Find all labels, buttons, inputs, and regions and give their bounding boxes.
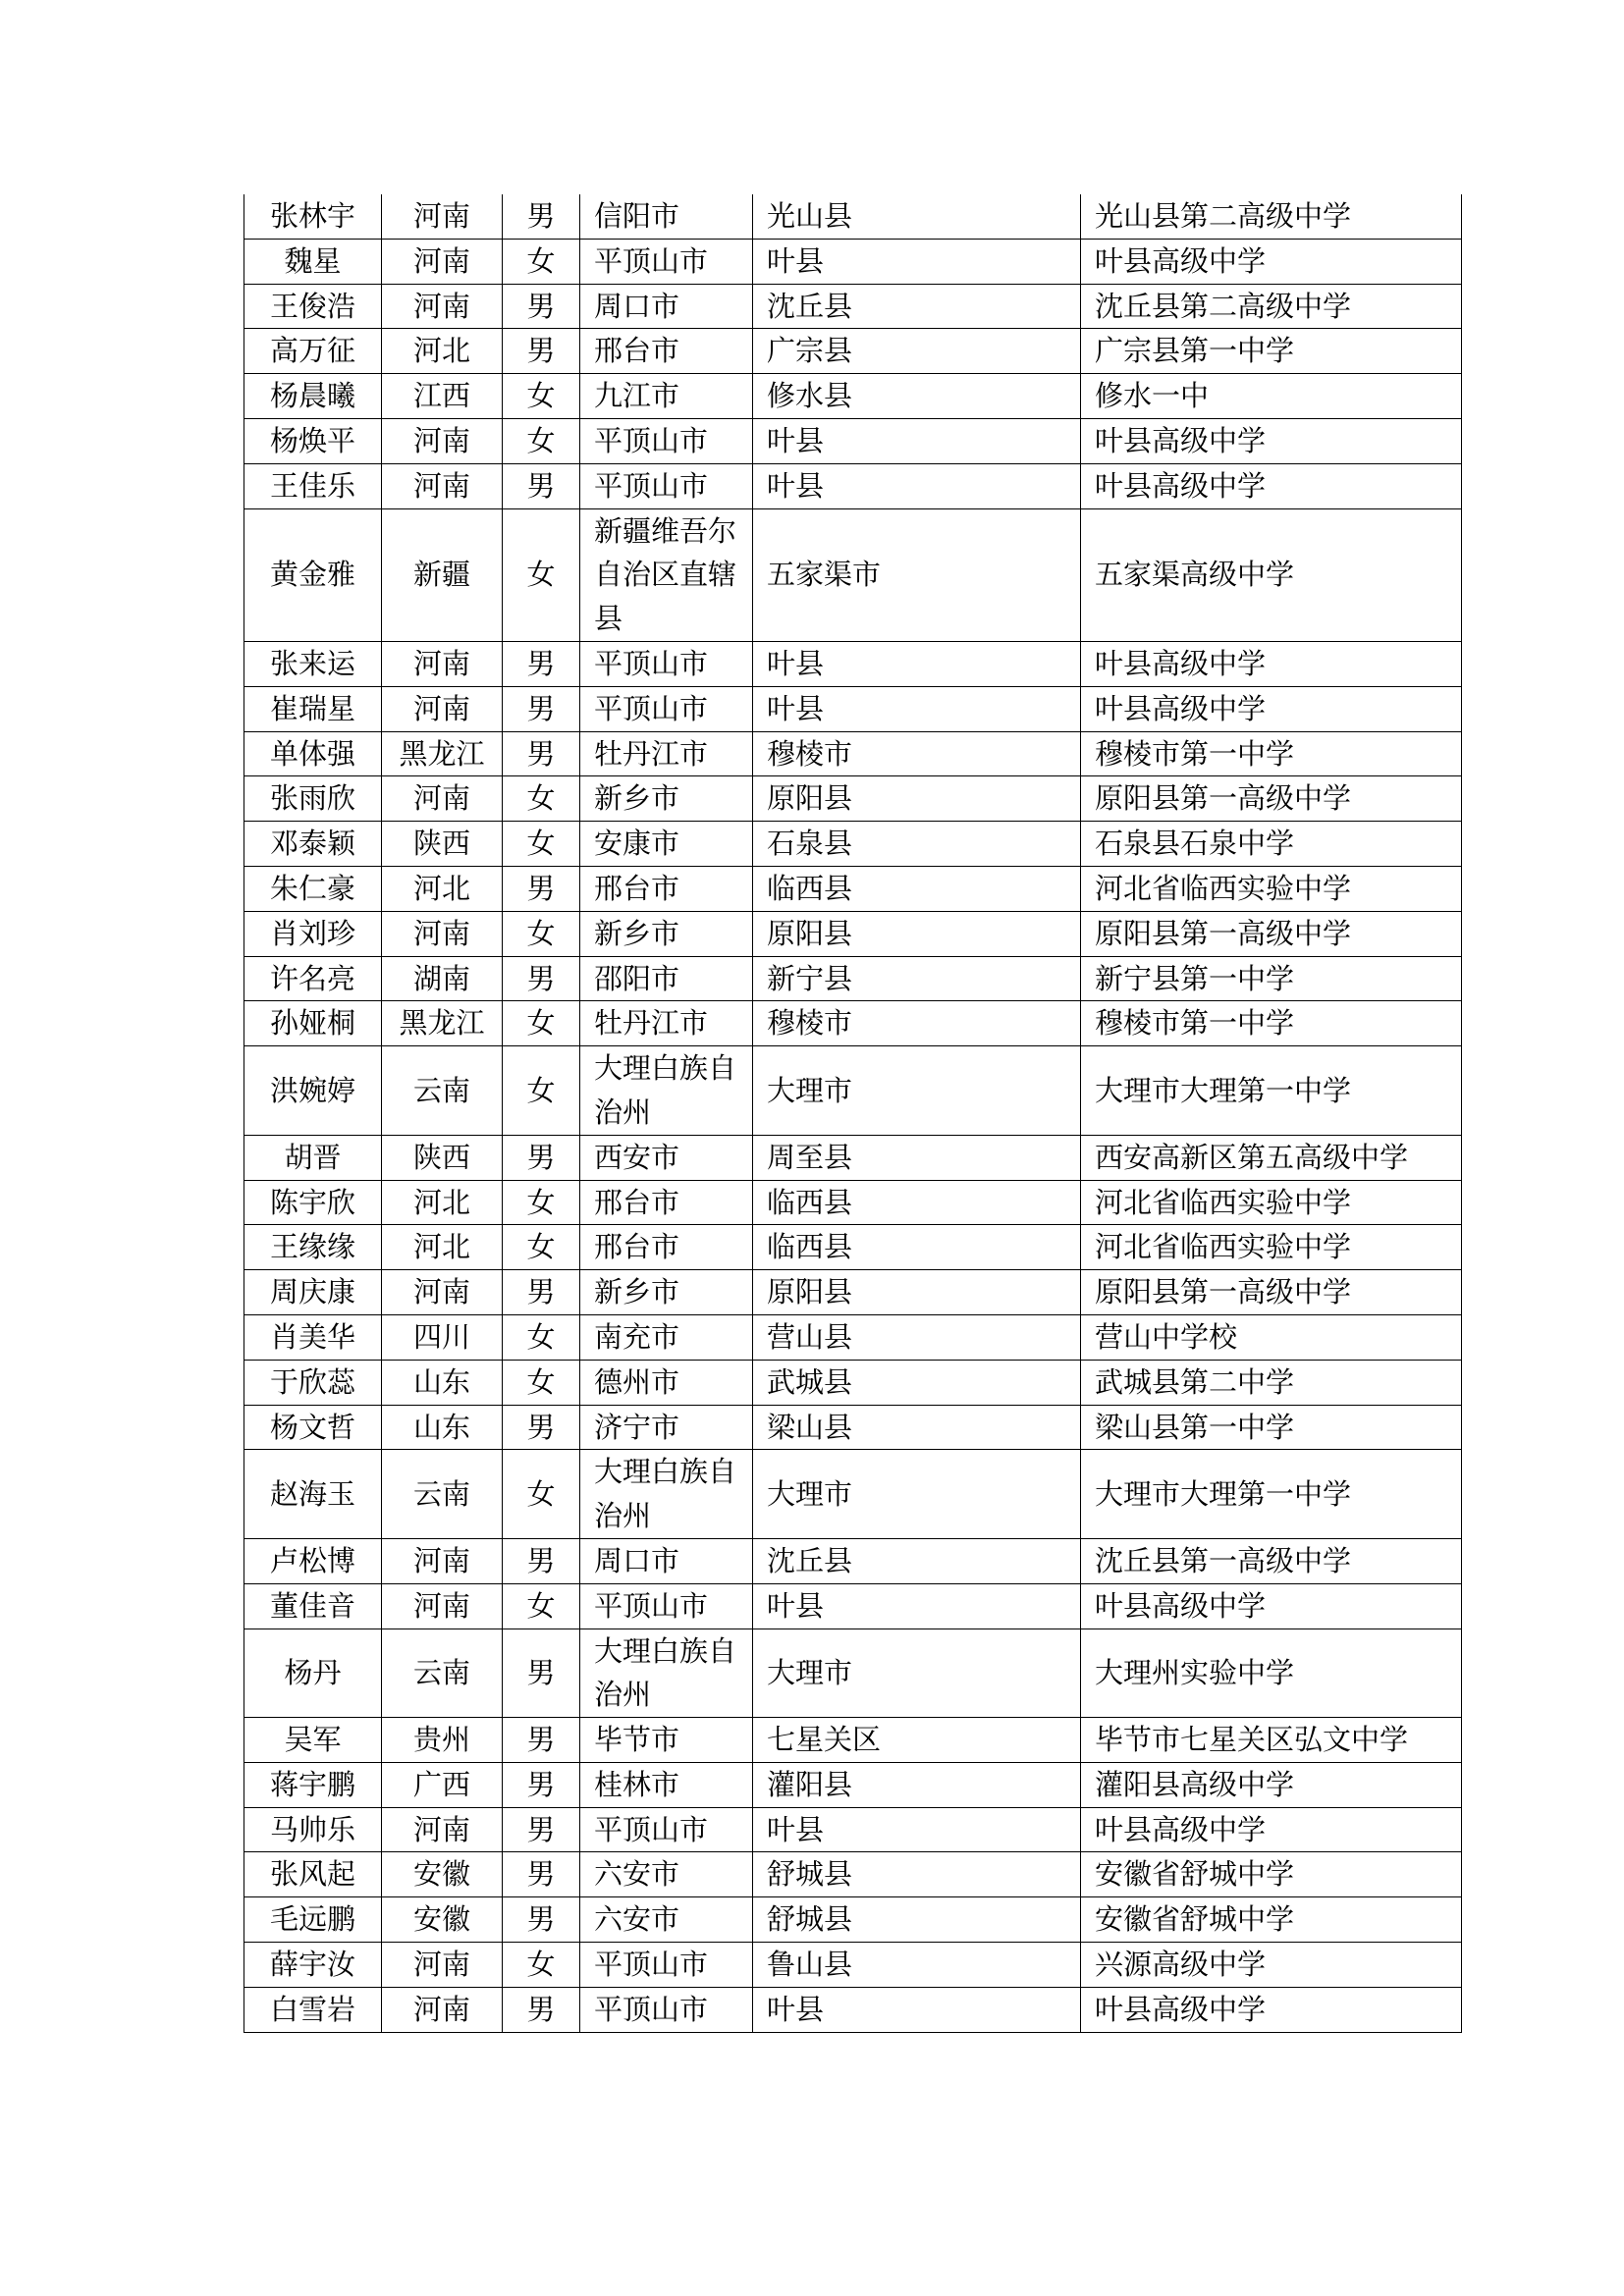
province-cell: 河南 [382, 911, 503, 956]
gender-cell: 男 [503, 1629, 580, 1718]
city-cell: 毕节市 [580, 1718, 753, 1763]
gender-cell: 男 [503, 1270, 580, 1315]
table-row [244, 911, 1462, 956]
name-cell: 朱仁豪 [244, 866, 382, 911]
name-cell: 胡晋 [244, 1135, 382, 1180]
name-cell: 张雨欣 [244, 776, 382, 822]
county-cell: 原阳县 [753, 911, 1081, 956]
gender-cell: 女 [503, 1046, 580, 1136]
gender-cell: 男 [503, 686, 580, 731]
county-cell: 梁山县 [753, 1405, 1081, 1450]
city-cell: 德州市 [580, 1360, 753, 1405]
school-cell: 安徽省舒城中学 [1081, 1897, 1462, 1943]
gender-cell: 男 [503, 1135, 580, 1180]
school-cell: 沈丘县第一高级中学 [1081, 1538, 1462, 1583]
table-row [244, 686, 1462, 731]
city-cell: 西安市 [580, 1135, 753, 1180]
table-row [244, 1180, 1462, 1225]
table-row [244, 1897, 1462, 1943]
province-cell: 河南 [382, 1943, 503, 1988]
table-row [244, 1538, 1462, 1583]
city-cell: 信阳市 [580, 194, 753, 239]
city-cell: 邢台市 [580, 329, 753, 374]
province-cell: 河南 [382, 1538, 503, 1583]
name-cell: 杨晨曦 [244, 374, 382, 419]
name-cell: 肖刘珍 [244, 911, 382, 956]
name-cell: 薛宇汝 [244, 1943, 382, 1988]
table-row [244, 956, 1462, 1001]
county-cell: 七星关区 [753, 1718, 1081, 1763]
province-cell: 黑龙江 [382, 731, 503, 776]
name-cell: 黄金雅 [244, 508, 382, 641]
county-cell: 叶县 [753, 239, 1081, 284]
city-cell: 邢台市 [580, 1180, 753, 1225]
table-row [244, 1852, 1462, 1897]
gender-cell: 女 [503, 508, 580, 641]
province-cell: 贵州 [382, 1718, 503, 1763]
city-cell: 桂林市 [580, 1762, 753, 1807]
province-cell: 河南 [382, 686, 503, 731]
name-cell: 邓泰颖 [244, 822, 382, 867]
city-cell: 南充市 [580, 1314, 753, 1360]
gender-cell: 男 [503, 1538, 580, 1583]
city-cell: 大理白族自治州 [580, 1450, 753, 1539]
county-cell: 五家渠市 [753, 508, 1081, 641]
province-cell: 河南 [382, 463, 503, 508]
gender-cell: 男 [503, 194, 580, 239]
name-cell: 马帅乐 [244, 1807, 382, 1852]
gender-cell: 女 [503, 1225, 580, 1270]
county-cell: 光山县 [753, 194, 1081, 239]
province-cell: 河南 [382, 641, 503, 686]
county-cell: 大理市 [753, 1046, 1081, 1136]
table-row [244, 1314, 1462, 1360]
province-cell: 安徽 [382, 1897, 503, 1943]
name-cell: 杨焕平 [244, 418, 382, 463]
city-cell: 平顶山市 [580, 239, 753, 284]
city-cell: 平顶山市 [580, 1943, 753, 1988]
city-cell: 安康市 [580, 822, 753, 867]
gender-cell: 男 [503, 284, 580, 329]
gender-cell: 女 [503, 776, 580, 822]
name-cell: 蒋宇鹏 [244, 1762, 382, 1807]
gender-cell: 男 [503, 1405, 580, 1450]
county-cell: 叶县 [753, 686, 1081, 731]
province-cell: 云南 [382, 1450, 503, 1539]
name-cell: 卢松博 [244, 1538, 382, 1583]
gender-cell: 男 [503, 866, 580, 911]
school-cell: 广宗县第一中学 [1081, 329, 1462, 374]
name-cell: 于欣蕊 [244, 1360, 382, 1405]
city-cell: 九江市 [580, 374, 753, 419]
school-cell: 叶县高级中学 [1081, 418, 1462, 463]
county-cell: 叶县 [753, 641, 1081, 686]
school-cell: 梁山县第一中学 [1081, 1405, 1462, 1450]
county-cell: 临西县 [753, 1225, 1081, 1270]
table-row [244, 1360, 1462, 1405]
gender-cell: 男 [503, 1897, 580, 1943]
name-cell: 魏星 [244, 239, 382, 284]
city-cell: 邢台市 [580, 1225, 753, 1270]
gender-cell: 男 [503, 1762, 580, 1807]
county-cell: 武城县 [753, 1360, 1081, 1405]
school-cell: 毕节市七星关区弘文中学 [1081, 1718, 1462, 1763]
name-cell: 洪婉婷 [244, 1046, 382, 1136]
table-row [244, 329, 1462, 374]
name-cell: 王佳乐 [244, 463, 382, 508]
table-row [244, 1001, 1462, 1046]
city-cell: 平顶山市 [580, 1583, 753, 1629]
student-table [244, 194, 1462, 2033]
gender-cell: 女 [503, 239, 580, 284]
table-row [244, 1629, 1462, 1718]
county-cell: 修水县 [753, 374, 1081, 419]
city-cell: 新乡市 [580, 911, 753, 956]
province-cell: 河南 [382, 1270, 503, 1315]
province-cell: 河南 [382, 776, 503, 822]
table-row [244, 1762, 1462, 1807]
school-cell: 叶县高级中学 [1081, 1987, 1462, 2032]
county-cell: 叶县 [753, 1583, 1081, 1629]
city-cell: 新乡市 [580, 776, 753, 822]
province-cell: 河南 [382, 194, 503, 239]
county-cell: 叶县 [753, 418, 1081, 463]
province-cell: 江西 [382, 374, 503, 419]
name-cell: 吴军 [244, 1718, 382, 1763]
county-cell: 沈丘县 [753, 284, 1081, 329]
province-cell: 河北 [382, 866, 503, 911]
gender-cell: 女 [503, 374, 580, 419]
gender-cell: 女 [503, 1001, 580, 1046]
school-cell: 大理市大理第一中学 [1081, 1450, 1462, 1539]
province-cell: 河北 [382, 329, 503, 374]
table-row [244, 1135, 1462, 1180]
name-cell: 崔瑞星 [244, 686, 382, 731]
school-cell: 叶县高级中学 [1081, 1807, 1462, 1852]
gender-cell: 男 [503, 463, 580, 508]
county-cell: 原阳县 [753, 1270, 1081, 1315]
city-cell: 大理白族自治州 [580, 1629, 753, 1718]
gender-cell: 女 [503, 1450, 580, 1539]
city-cell: 济宁市 [580, 1405, 753, 1450]
table-row [244, 463, 1462, 508]
school-cell: 原阳县第一高级中学 [1081, 776, 1462, 822]
name-cell: 张林宇 [244, 194, 382, 239]
city-cell: 平顶山市 [580, 686, 753, 731]
province-cell: 山东 [382, 1405, 503, 1450]
gender-cell: 男 [503, 329, 580, 374]
school-cell: 石泉县石泉中学 [1081, 822, 1462, 867]
table-row [244, 1225, 1462, 1270]
school-cell: 穆棱市第一中学 [1081, 731, 1462, 776]
name-cell: 张来运 [244, 641, 382, 686]
city-cell: 邵阳市 [580, 956, 753, 1001]
gender-cell: 女 [503, 1180, 580, 1225]
table-row [244, 194, 1462, 239]
province-cell: 广西 [382, 1762, 503, 1807]
gender-cell: 男 [503, 1987, 580, 2032]
school-cell: 修水一中 [1081, 374, 1462, 419]
school-cell: 沈丘县第二高级中学 [1081, 284, 1462, 329]
county-cell: 广宗县 [753, 329, 1081, 374]
city-cell: 周口市 [580, 284, 753, 329]
name-cell: 高万征 [244, 329, 382, 374]
table-row [244, 1718, 1462, 1763]
county-cell: 叶县 [753, 463, 1081, 508]
province-cell: 湖南 [382, 956, 503, 1001]
city-cell: 邢台市 [580, 866, 753, 911]
province-cell: 黑龙江 [382, 1001, 503, 1046]
county-cell: 灌阳县 [753, 1762, 1081, 1807]
city-cell: 平顶山市 [580, 418, 753, 463]
province-cell: 云南 [382, 1046, 503, 1136]
province-cell: 河南 [382, 1987, 503, 2032]
name-cell: 杨文哲 [244, 1405, 382, 1450]
county-cell: 临西县 [753, 1180, 1081, 1225]
school-cell: 叶县高级中学 [1081, 463, 1462, 508]
province-cell: 河南 [382, 418, 503, 463]
gender-cell: 女 [503, 822, 580, 867]
school-cell: 西安高新区第五高级中学 [1081, 1135, 1462, 1180]
school-cell: 叶县高级中学 [1081, 1583, 1462, 1629]
county-cell: 鲁山县 [753, 1943, 1081, 1988]
province-cell: 云南 [382, 1629, 503, 1718]
school-cell: 河北省临西实验中学 [1081, 1180, 1462, 1225]
table-row [244, 374, 1462, 419]
gender-cell: 男 [503, 1807, 580, 1852]
name-cell: 张风起 [244, 1852, 382, 1897]
county-cell: 舒城县 [753, 1897, 1081, 1943]
city-cell: 大理白族自治州 [580, 1046, 753, 1136]
table-row [244, 1583, 1462, 1629]
school-cell: 营山中学校 [1081, 1314, 1462, 1360]
city-cell: 六安市 [580, 1852, 753, 1897]
province-cell: 河南 [382, 1807, 503, 1852]
name-cell: 周庆康 [244, 1270, 382, 1315]
table-row [244, 866, 1462, 911]
city-cell: 新乡市 [580, 1270, 753, 1315]
gender-cell: 男 [503, 1718, 580, 1763]
county-cell: 营山县 [753, 1314, 1081, 1360]
school-cell: 叶县高级中学 [1081, 641, 1462, 686]
table-row [244, 508, 1462, 641]
table-row [244, 1807, 1462, 1852]
name-cell: 董佳音 [244, 1583, 382, 1629]
table-row [244, 776, 1462, 822]
city-cell: 牡丹江市 [580, 731, 753, 776]
name-cell: 王俊浩 [244, 284, 382, 329]
gender-cell: 女 [503, 1360, 580, 1405]
school-cell: 新宁县第一中学 [1081, 956, 1462, 1001]
table-row [244, 641, 1462, 686]
province-cell: 安徽 [382, 1852, 503, 1897]
province-cell: 四川 [382, 1314, 503, 1360]
county-cell: 穆棱市 [753, 1001, 1081, 1046]
province-cell: 新疆 [382, 508, 503, 641]
school-cell: 光山县第二高级中学 [1081, 194, 1462, 239]
gender-cell: 女 [503, 1943, 580, 1988]
county-cell: 新宁县 [753, 956, 1081, 1001]
county-cell: 舒城县 [753, 1852, 1081, 1897]
name-cell: 孙娅桐 [244, 1001, 382, 1046]
city-cell: 牡丹江市 [580, 1001, 753, 1046]
city-cell: 新疆维吾尔自治区直辖县 [580, 508, 753, 641]
school-cell: 叶县高级中学 [1081, 239, 1462, 284]
table-row [244, 1405, 1462, 1450]
table-row [244, 822, 1462, 867]
city-cell: 平顶山市 [580, 1807, 753, 1852]
city-cell: 平顶山市 [580, 1987, 753, 2032]
province-cell: 河北 [382, 1180, 503, 1225]
county-cell: 穆棱市 [753, 731, 1081, 776]
county-cell: 沈丘县 [753, 1538, 1081, 1583]
table-row [244, 239, 1462, 284]
school-cell: 叶县高级中学 [1081, 686, 1462, 731]
county-cell: 大理市 [753, 1629, 1081, 1718]
student-table-body [244, 194, 1462, 2032]
name-cell: 陈宇欣 [244, 1180, 382, 1225]
school-cell: 穆棱市第一中学 [1081, 1001, 1462, 1046]
school-cell: 安徽省舒城中学 [1081, 1852, 1462, 1897]
name-cell: 毛远鹏 [244, 1897, 382, 1943]
city-cell: 平顶山市 [580, 641, 753, 686]
gender-cell: 女 [503, 418, 580, 463]
school-cell: 河北省临西实验中学 [1081, 1225, 1462, 1270]
gender-cell: 男 [503, 731, 580, 776]
school-cell: 大理市大理第一中学 [1081, 1046, 1462, 1136]
name-cell: 杨丹 [244, 1629, 382, 1718]
school-cell: 五家渠高级中学 [1081, 508, 1462, 641]
county-cell: 石泉县 [753, 822, 1081, 867]
table-row [244, 418, 1462, 463]
table-row [244, 1046, 1462, 1136]
city-cell: 平顶山市 [580, 463, 753, 508]
table-row [244, 1987, 1462, 2032]
province-cell: 河南 [382, 284, 503, 329]
gender-cell: 男 [503, 956, 580, 1001]
province-cell: 河南 [382, 239, 503, 284]
name-cell: 白雪岩 [244, 1987, 382, 2032]
gender-cell: 女 [503, 911, 580, 956]
name-cell: 肖美华 [244, 1314, 382, 1360]
city-cell: 周口市 [580, 1538, 753, 1583]
name-cell: 赵海玉 [244, 1450, 382, 1539]
school-cell: 大理州实验中学 [1081, 1629, 1462, 1718]
gender-cell: 男 [503, 1852, 580, 1897]
school-cell: 河北省临西实验中学 [1081, 866, 1462, 911]
province-cell: 陕西 [382, 822, 503, 867]
school-cell: 武城县第二中学 [1081, 1360, 1462, 1405]
school-cell: 兴源高级中学 [1081, 1943, 1462, 1988]
school-cell: 原阳县第一高级中学 [1081, 911, 1462, 956]
table-row [244, 1943, 1462, 1988]
name-cell: 单体强 [244, 731, 382, 776]
table-row [244, 284, 1462, 329]
county-cell: 叶县 [753, 1987, 1081, 2032]
table-row [244, 731, 1462, 776]
table-row [244, 1270, 1462, 1315]
school-cell: 灌阳县高级中学 [1081, 1762, 1462, 1807]
table-row [244, 1450, 1462, 1539]
name-cell: 许名亮 [244, 956, 382, 1001]
gender-cell: 女 [503, 1583, 580, 1629]
gender-cell: 男 [503, 641, 580, 686]
county-cell: 周至县 [753, 1135, 1081, 1180]
province-cell: 山东 [382, 1360, 503, 1405]
city-cell: 六安市 [580, 1897, 753, 1943]
county-cell: 叶县 [753, 1807, 1081, 1852]
county-cell: 临西县 [753, 866, 1081, 911]
name-cell: 王缘缘 [244, 1225, 382, 1270]
province-cell: 河南 [382, 1583, 503, 1629]
school-cell: 原阳县第一高级中学 [1081, 1270, 1462, 1315]
gender-cell: 女 [503, 1314, 580, 1360]
province-cell: 陕西 [382, 1135, 503, 1180]
province-cell: 河北 [382, 1225, 503, 1270]
county-cell: 大理市 [753, 1450, 1081, 1539]
county-cell: 原阳县 [753, 776, 1081, 822]
